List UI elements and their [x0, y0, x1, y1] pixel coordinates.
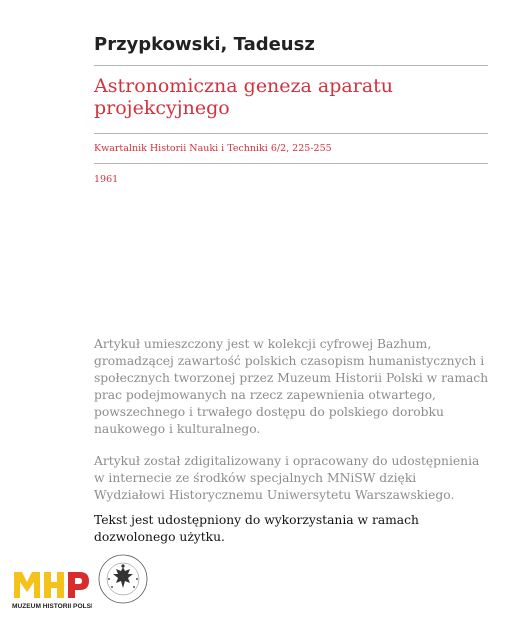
digitization-notice: Artykuł został zdigitalizowany i opracowany do udostępnienia w internecie ze środków specjalnych MNiSW dzięki Wydziałowi Historycznemu Uniwersytetu Warszawskiego.: [94, 454, 480, 502]
divider-source: [94, 163, 488, 164]
author-name: Przypkowski, Tadeusz: [94, 34, 315, 55]
publication-year: 1961: [94, 174, 119, 185]
divider-title: [94, 133, 488, 134]
museum-logo: [12, 568, 92, 610]
usage-notice: Tekst jest udostępniony do wykorzystania w ramach dozwolonego użytku.: [94, 513, 419, 544]
journal-source: Kwartalnik Historii Nauki i Techniki 6/2, 225-255: [94, 143, 332, 154]
museum-logo-caption: MUZEUM HISTORII POLSKI: [12, 603, 92, 610]
collection-notice: Artykuł umieszczony jest w kolekcji cyfrowej Bazhum, gromadzącej zawartość polskich czasopism humanistycznych i społecznych tworzonej przez Muzeum Historii Polski w ramach prac podejmowanych na rzecz zapewnienia otwartego, powszechnego i trwałego dostępu do polskiego dorobku naukowego i kulturalnego.: [94, 337, 489, 436]
divider-top: [94, 65, 488, 66]
article-title: Astronomiczna geneza aparatu projekcyjnego: [94, 75, 394, 119]
university-seal: [97, 553, 149, 605]
